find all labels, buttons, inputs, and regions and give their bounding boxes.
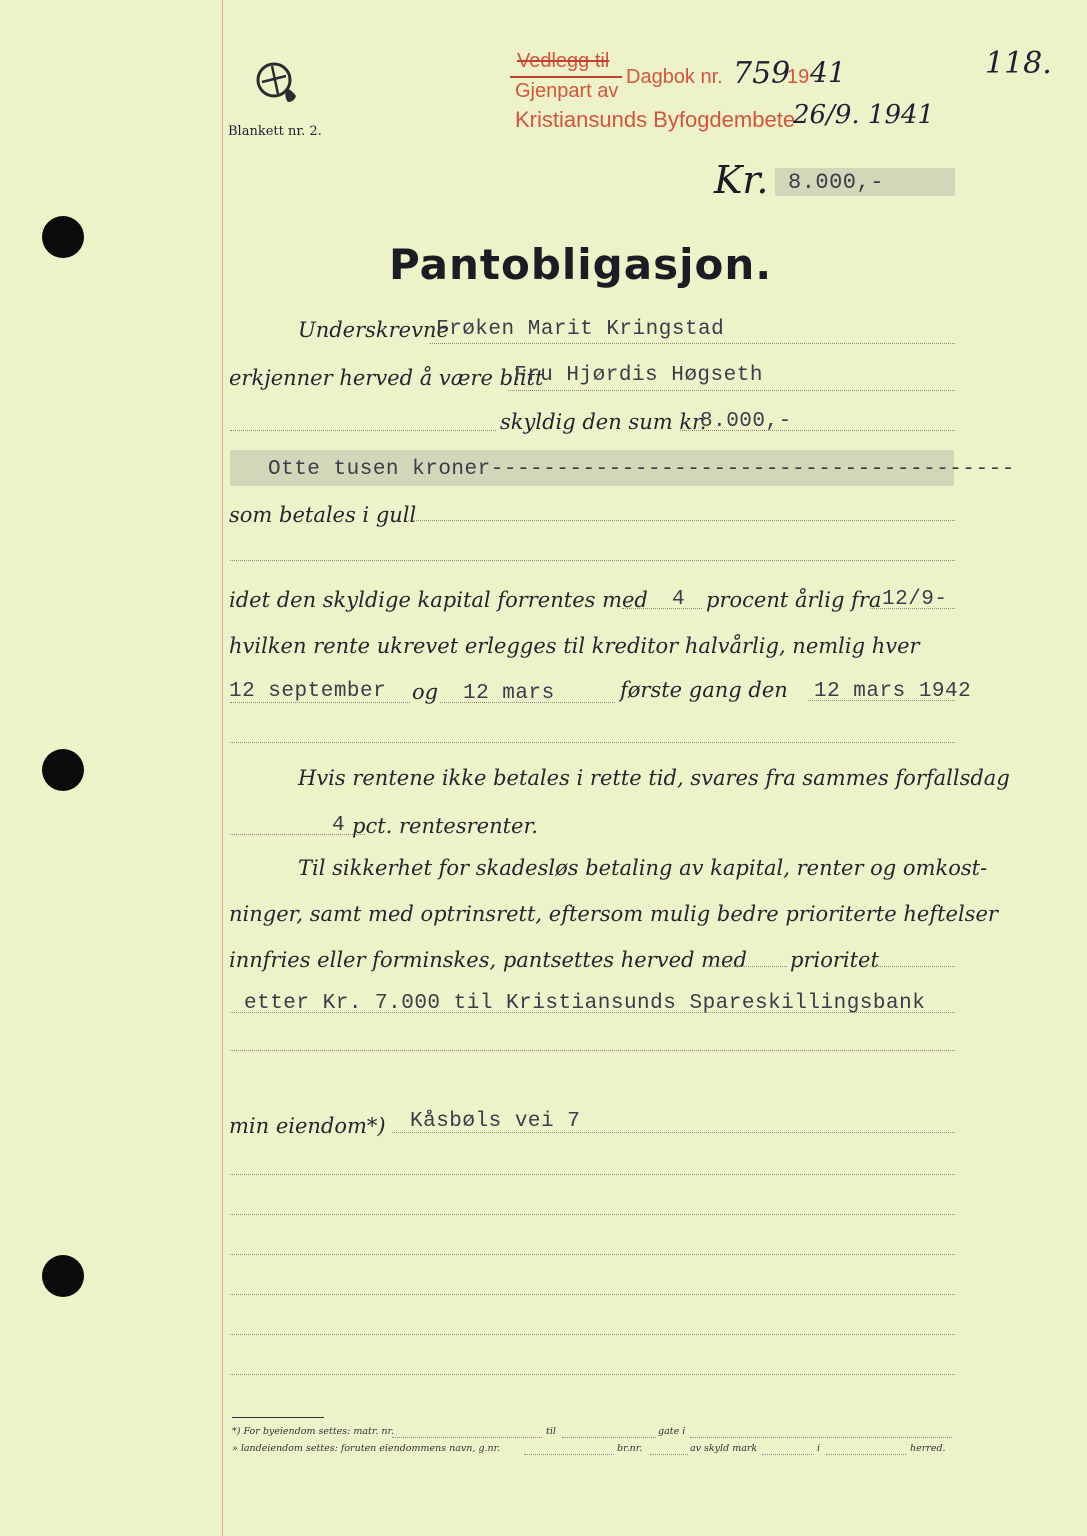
fill-line <box>230 560 955 561</box>
fill-line <box>826 1454 906 1455</box>
kapital-label: idet den skyldige kapital forrentes med <box>229 588 648 612</box>
og-label: og <box>412 680 439 704</box>
hvis-label: Hvis rentene ikke betales i rette tid, svares fra sammes forfallsdag <box>298 766 1010 790</box>
kr-label: Kr. <box>714 158 769 202</box>
fill-line <box>230 1254 955 1255</box>
stamp-rule <box>510 76 622 78</box>
blankett-label: Blankett nr. 2. <box>228 124 322 139</box>
fill-line <box>702 966 787 967</box>
eiendom-label: min eiendom*) <box>229 1114 386 1138</box>
handwritten-date: 26/9. 1941 <box>793 100 935 130</box>
fill-line <box>622 608 702 609</box>
fill-line <box>392 1437 542 1438</box>
term-1: 12 september <box>229 680 387 703</box>
fill-line <box>562 1437 656 1438</box>
erkjenner-label: erkjenner herved å være blitt <box>229 366 544 390</box>
fill-line <box>762 1454 814 1455</box>
footnote-line-2b: br.nr. <box>617 1443 643 1454</box>
first-payment-date: 12 mars 1942 <box>814 680 972 703</box>
vedlegg-label: Vedlegg til <box>517 50 610 72</box>
gjenpart-label: Gjenpart av <box>515 80 619 102</box>
footnote-line-2a: » landeiendom settes: foruten eiendommens navn, g.nr. <box>232 1443 501 1454</box>
fill-line <box>230 1334 955 1335</box>
forste-label: første gang den <box>620 678 788 702</box>
punch-hole-3 <box>42 1255 84 1297</box>
footnote-line-2c: av skyld mark <box>690 1443 758 1454</box>
punch-hole-2 <box>42 749 84 791</box>
underskrevne-label: Underskrevne <box>298 318 449 342</box>
fill-line <box>230 1374 955 1375</box>
debtor-name: Frøken Marit Kringstad <box>436 318 725 341</box>
hvilken-label: hvilken rente ukrevet erlegges til kreditor halvårlig, nemlig hver <box>229 634 920 658</box>
amount-in-words: Otte tusen kroner---------------------------------------- <box>268 458 1015 481</box>
fill-line <box>230 1050 955 1051</box>
procent-label: procent årlig fra <box>706 588 882 612</box>
fill-line <box>870 966 955 967</box>
fill-line <box>650 1454 688 1455</box>
stamp-logo-icon <box>252 58 308 108</box>
footnote-line-1c: gate i <box>658 1426 686 1437</box>
pct-label: pct. rentesrenter. <box>352 814 538 838</box>
property-address: Kåsbøls vei 7 <box>410 1110 581 1133</box>
fill-line <box>230 1214 955 1215</box>
sikkerhet-line-3: innfries eller forminskes, pantsettes herved med <box>229 948 747 972</box>
sikkerhet-line-1: Til sikkerhet for skadesløs betaling av kapital, renter og omkost- <box>298 856 988 880</box>
year-prefix: 19 <box>787 66 810 88</box>
sum-value: 8.000,- <box>700 410 792 433</box>
office-name: Kristiansunds Byfogdembete <box>515 107 796 132</box>
margin-rule <box>222 0 223 1536</box>
fill-line <box>508 390 955 391</box>
sikkerhet-line-2: ninger, samt med optrinsrett, eftersom mulig bedre prioriterte heftelser <box>229 902 998 926</box>
interest-rate: 4 <box>672 588 686 611</box>
amount-value: 8.000,- <box>788 170 884 195</box>
dagbok-number: 759 <box>733 56 791 91</box>
skyldig-label: skyldig den sum kr. <box>500 410 707 434</box>
interest-from-date: 12/9- <box>882 588 948 611</box>
term-2: 12 mars <box>463 682 555 705</box>
footnote-line-1a: *) For byeiendom settes: matr. nr. <box>232 1426 395 1437</box>
page-number: 118. <box>985 46 1052 81</box>
fill-line <box>230 1294 955 1295</box>
punch-hole-1 <box>42 216 84 258</box>
fill-line <box>230 742 955 743</box>
creditor-name: Fru Hjørdis Høgseth <box>514 364 763 387</box>
footnote-line-2d: i <box>817 1443 821 1454</box>
fill-line <box>430 343 955 344</box>
dagbok-label: Dagbok nr. <box>626 66 723 88</box>
prior-lien: etter Kr. 7.000 til Kristiansunds Spareskillingsbank <box>244 992 926 1015</box>
footnote-rule <box>232 1417 324 1418</box>
fill-line <box>408 520 955 521</box>
gull-label: som betales i gull <box>229 503 417 527</box>
fill-line <box>524 1454 614 1455</box>
fill-line <box>230 1174 955 1175</box>
fill-line <box>230 430 496 431</box>
fill-line <box>690 1437 952 1438</box>
prioritet-label: prioritet <box>790 948 879 972</box>
document-title: Pantobligasjon. <box>389 240 773 289</box>
footnote-line-1b: til <box>546 1426 556 1437</box>
footnote-line-2e: herred. <box>910 1443 946 1454</box>
year-suffix: 41 <box>810 56 846 89</box>
penalty-rate: 4 <box>332 814 346 837</box>
